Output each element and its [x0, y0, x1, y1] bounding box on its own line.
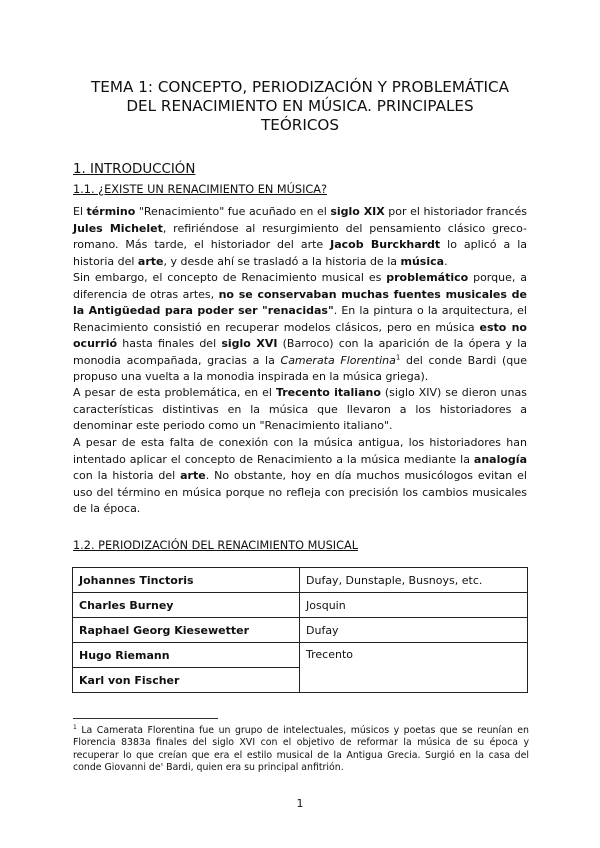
table-row [73, 593, 528, 618]
table-cell-composers: Dufay [300, 618, 528, 643]
table-cell-composers: Dufay, Dunstaple, Busnoys, etc. [300, 568, 528, 593]
subsection-heading-periodizacion: 1.2. PERIODIZACIÓN DEL RENACIMIENTO MUSICAL [73, 539, 359, 552]
table-row [73, 618, 528, 643]
title-line-1: TEMA 1: CONCEPTO, PERIODIZACIÓN Y PROBLEMÁTICA [91, 78, 509, 96]
table-row [73, 643, 528, 668]
table-cell-theorist: Raphael Georg Kiesewetter [73, 618, 300, 643]
section-heading-introduccion: 1. INTRODUCCIÓN [73, 162, 196, 177]
table-cell-theorist: Charles Burney [73, 593, 300, 618]
page-number: 1 [296, 797, 304, 810]
paragraph-trecento: A pesar de esta problemática, en el Trecento italiano (siglo XIV) se dieron unas características distintivas en la música que llevaron a los historiadores a denominar este periodo como un "Renacimiento italiano". [73, 386, 527, 432]
footnote-reference[interactable]: 1 [395, 352, 401, 361]
footnote-divider [73, 718, 218, 719]
title-line-2: DEL RENACIMIENTO EN MÚSICA. PRINCIPALES [126, 97, 474, 115]
table-cell-composers: Trecento [300, 643, 528, 693]
table-cell-theorist: Hugo Riemann [73, 643, 300, 668]
table-cell-theorist: Karl von Fischer [73, 668, 300, 693]
page-title [60, 78, 540, 135]
paragraph-problematico: Sin embargo, el concepto de Renacimiento musical es problemático porque, a diferencia de otras artes, no se conservaban muchas fuentes musicales de la Antigüedad para poder ser "renacidas". En la pintura o la arquitectura, el Renacimiento consistió en recuperar modelos clásicos, pero en música esto no ocurrió hasta finales del siglo XVI (Barroco) con la aparición de la ópera y la monodia acompañada, gracias a la Camerata Florentina$^1$ del conde Bardi (que propuso una vuelta a la monodia inspirada en la música griega). [73, 271, 528, 383]
periodization-table [72, 567, 528, 693]
footnote: $^1$ La Camerata Florentina fue un grupo de intelectuales, músicos y poetas que se reunían en Florencia 8383a finales del siglo XVI con el objetivo de reformar la música de su época y recuperar lo que creían que era el estilo musical de la Antigua Grecia. Surgió en la casa del conde Giovanni de' Bardi, quien era su principal anfitrión. [73, 723, 529, 774]
table-cell-composers: Josquin [300, 593, 528, 618]
footnote-mark: 1 [73, 723, 77, 731]
subsection-heading-existe: 1.1. ¿EXISTE UN RENACIMIENTO EN MÚSICA? [73, 183, 328, 196]
paragraph-termino: El término "Renacimiento" fue acuñado en el siglo XIX por el historiador francés Jules Michelet, refiriéndose al resurgimiento del pensamiento clásico greco-romano. Más tarde, el historiador del arte Jacob Burckhardt lo aplicó a la historia del arte, y desde ahí se trasladó a la historia de la música. [73, 205, 527, 268]
paragraph-analogia: A pesar de esta falta de conexión con la música antigua, los historiadores han intentado aplicar el concepto de Renacimiento a la música mediante la analogía con la historia del arte. No obstante, hoy en día muchos musicólogos evitan el uso del término en música porque no refleja con precisión los cambios musicales de la época. [73, 436, 527, 515]
title-line-3: TEÓRICOS [260, 116, 340, 134]
table-cell-theorist: Johannes Tinctoris [73, 568, 300, 593]
table-row [73, 568, 528, 593]
